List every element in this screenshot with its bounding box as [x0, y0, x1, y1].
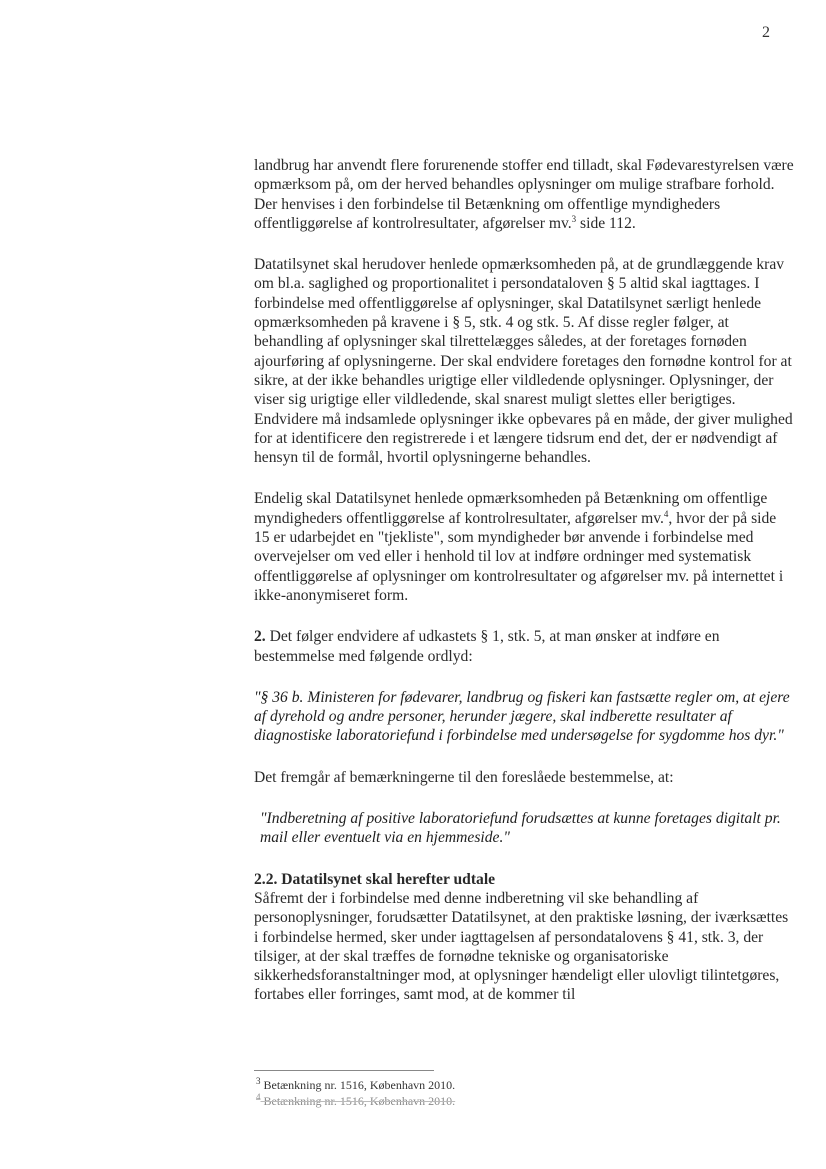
page-number: 2: [762, 24, 770, 41]
document-body: [254, 156, 794, 1027]
paragraph-text: landbrug har anvendt flere forurenende stoffer end tilladt, skal Fødevarestyrelsen være opmærksom på, om der herved behandles oplysninger om mulige strafbare forhold. Der henvises i den forbindelse til Betænkning om offentlige myndigheders offentliggørelse af kontrolresultater, afgørelser mv.: [254, 157, 794, 232]
section-intro-text: Det følger endvidere af udkastets § 1, stk. 5, at man ønsker at indføre en bestemmelse med følgende ordlyd:: [254, 628, 720, 665]
footnote-text: Betænkning nr. 1516, København 2010.: [263, 1078, 456, 1092]
footnote-4: [256, 1093, 656, 1109]
footnote-text: Betænkning nr. 1516, København 2010.: [263, 1094, 456, 1108]
paragraph-requirements: Datatilsynet skal herudover henlede opmærksomheden på, at de grundlæggende krav om bl.a. saglighed og proportionalitet i persondataloven § 5 altid skal iagttages. I forbindelse med offentliggørelse af oplysninger, skal Datatilsynet særligt henlede opmærksomheden på kravene i § 5, stk. 4 og stk. 5. Af disse regler følger, at behandling af oplysninger skal tilrettelægges således, at der foretages fornøden ajourføring af oplysningerne. Der skal endvidere foretages den fornødne kontrol for at sikre, at der ikke behandles urigtige eller vildledende oplysninger. Oplysninger, der viser sig urigtige eller vildledende, skal snarest muligt slettes eller berigtiges. Endvidere må indsamlede oplysninger ikke opbevares på en måde, der giver mulighed for at identificere den registrerede i et længere tidsrum end det, der er nødvendigt af hensyn til de formål, hvortil oplysningerne behandles.: [254, 256, 793, 467]
section-number: 2.: [254, 628, 266, 646]
footnote-mark: 4: [256, 1092, 261, 1102]
paragraph-text: Endelig skal Datatilsynet henlede opmærksomheden på Betænkning om offentlige myndigheders offentliggørelse af kontrolresultater, afgørelser mv.: [254, 490, 768, 527]
section-2-2-text: Såfremt der i forbindelse med denne indberetning vil ske behandling af personoplysninger, forudsætter Datatilsynet, at den praktiske løsning, der iværksættes i forbindelse hermed, sker under iagttagelsen af persondatalovens § 41, stk. 3, der tilsiger, at der skal træffes de fornødne tekniske og organisatoriske sikkerhedsforanstaltninger mod, at oplysninger hændeligt eller ulovligt tilintetgøres, fortabes eller forringes, samt mod, at de kommer til: [254, 889, 789, 1004]
paragraph-checklist: [254, 489, 794, 605]
footnote-3: [256, 1077, 656, 1093]
footnotes: [256, 1077, 656, 1109]
footnote-ref: 3: [571, 213, 577, 224]
footnote-mark: 3: [256, 1076, 261, 1086]
section-2-intro: [254, 627, 794, 666]
footnote-ref: 4: [663, 508, 669, 519]
section-2-2-heading: 2.2. Datatilsynet skal herefter udtale: [254, 870, 496, 888]
proposed-provision-quote: "§ 36 b. Ministeren for fødevarer, landbrug og fiskeri kan fastsætte regler om, at ejere af dyrehold og andre personer, herunder jægere, skal indberette resultater af diagnostiske laboratoriefund i forbindelse med undersøgelse for sygdomme hos dyr.": [254, 688, 790, 745]
paragraph-food-authority: [254, 156, 794, 233]
remark-text: Det fremgår af bemærkningerne til den foreslåede bestemmelse, at:: [254, 768, 674, 786]
footnote-divider: [254, 1070, 434, 1071]
paragraph-punct: ,: [668, 509, 673, 527]
paragraph-tail: side 112.: [576, 214, 636, 232]
paragraph-text-cont: hvor der på side 15 er udarbejdet en "tjekliste", som myndigheder bør anvende i forbindelse med overvejelser om ved eller i henhold til lov at indføre ordninger med systematisk offentliggørelse af oplysninger om kontrolresultater og afgørelser mv. på internettet i ikke-anonymiseret form.: [254, 509, 784, 604]
remark-quote: "Indberetning af positive laboratoriefund forudsættes at kunne foretages digitalt pr. mail eller eventuelt via en hjemmeside.": [260, 810, 781, 847]
